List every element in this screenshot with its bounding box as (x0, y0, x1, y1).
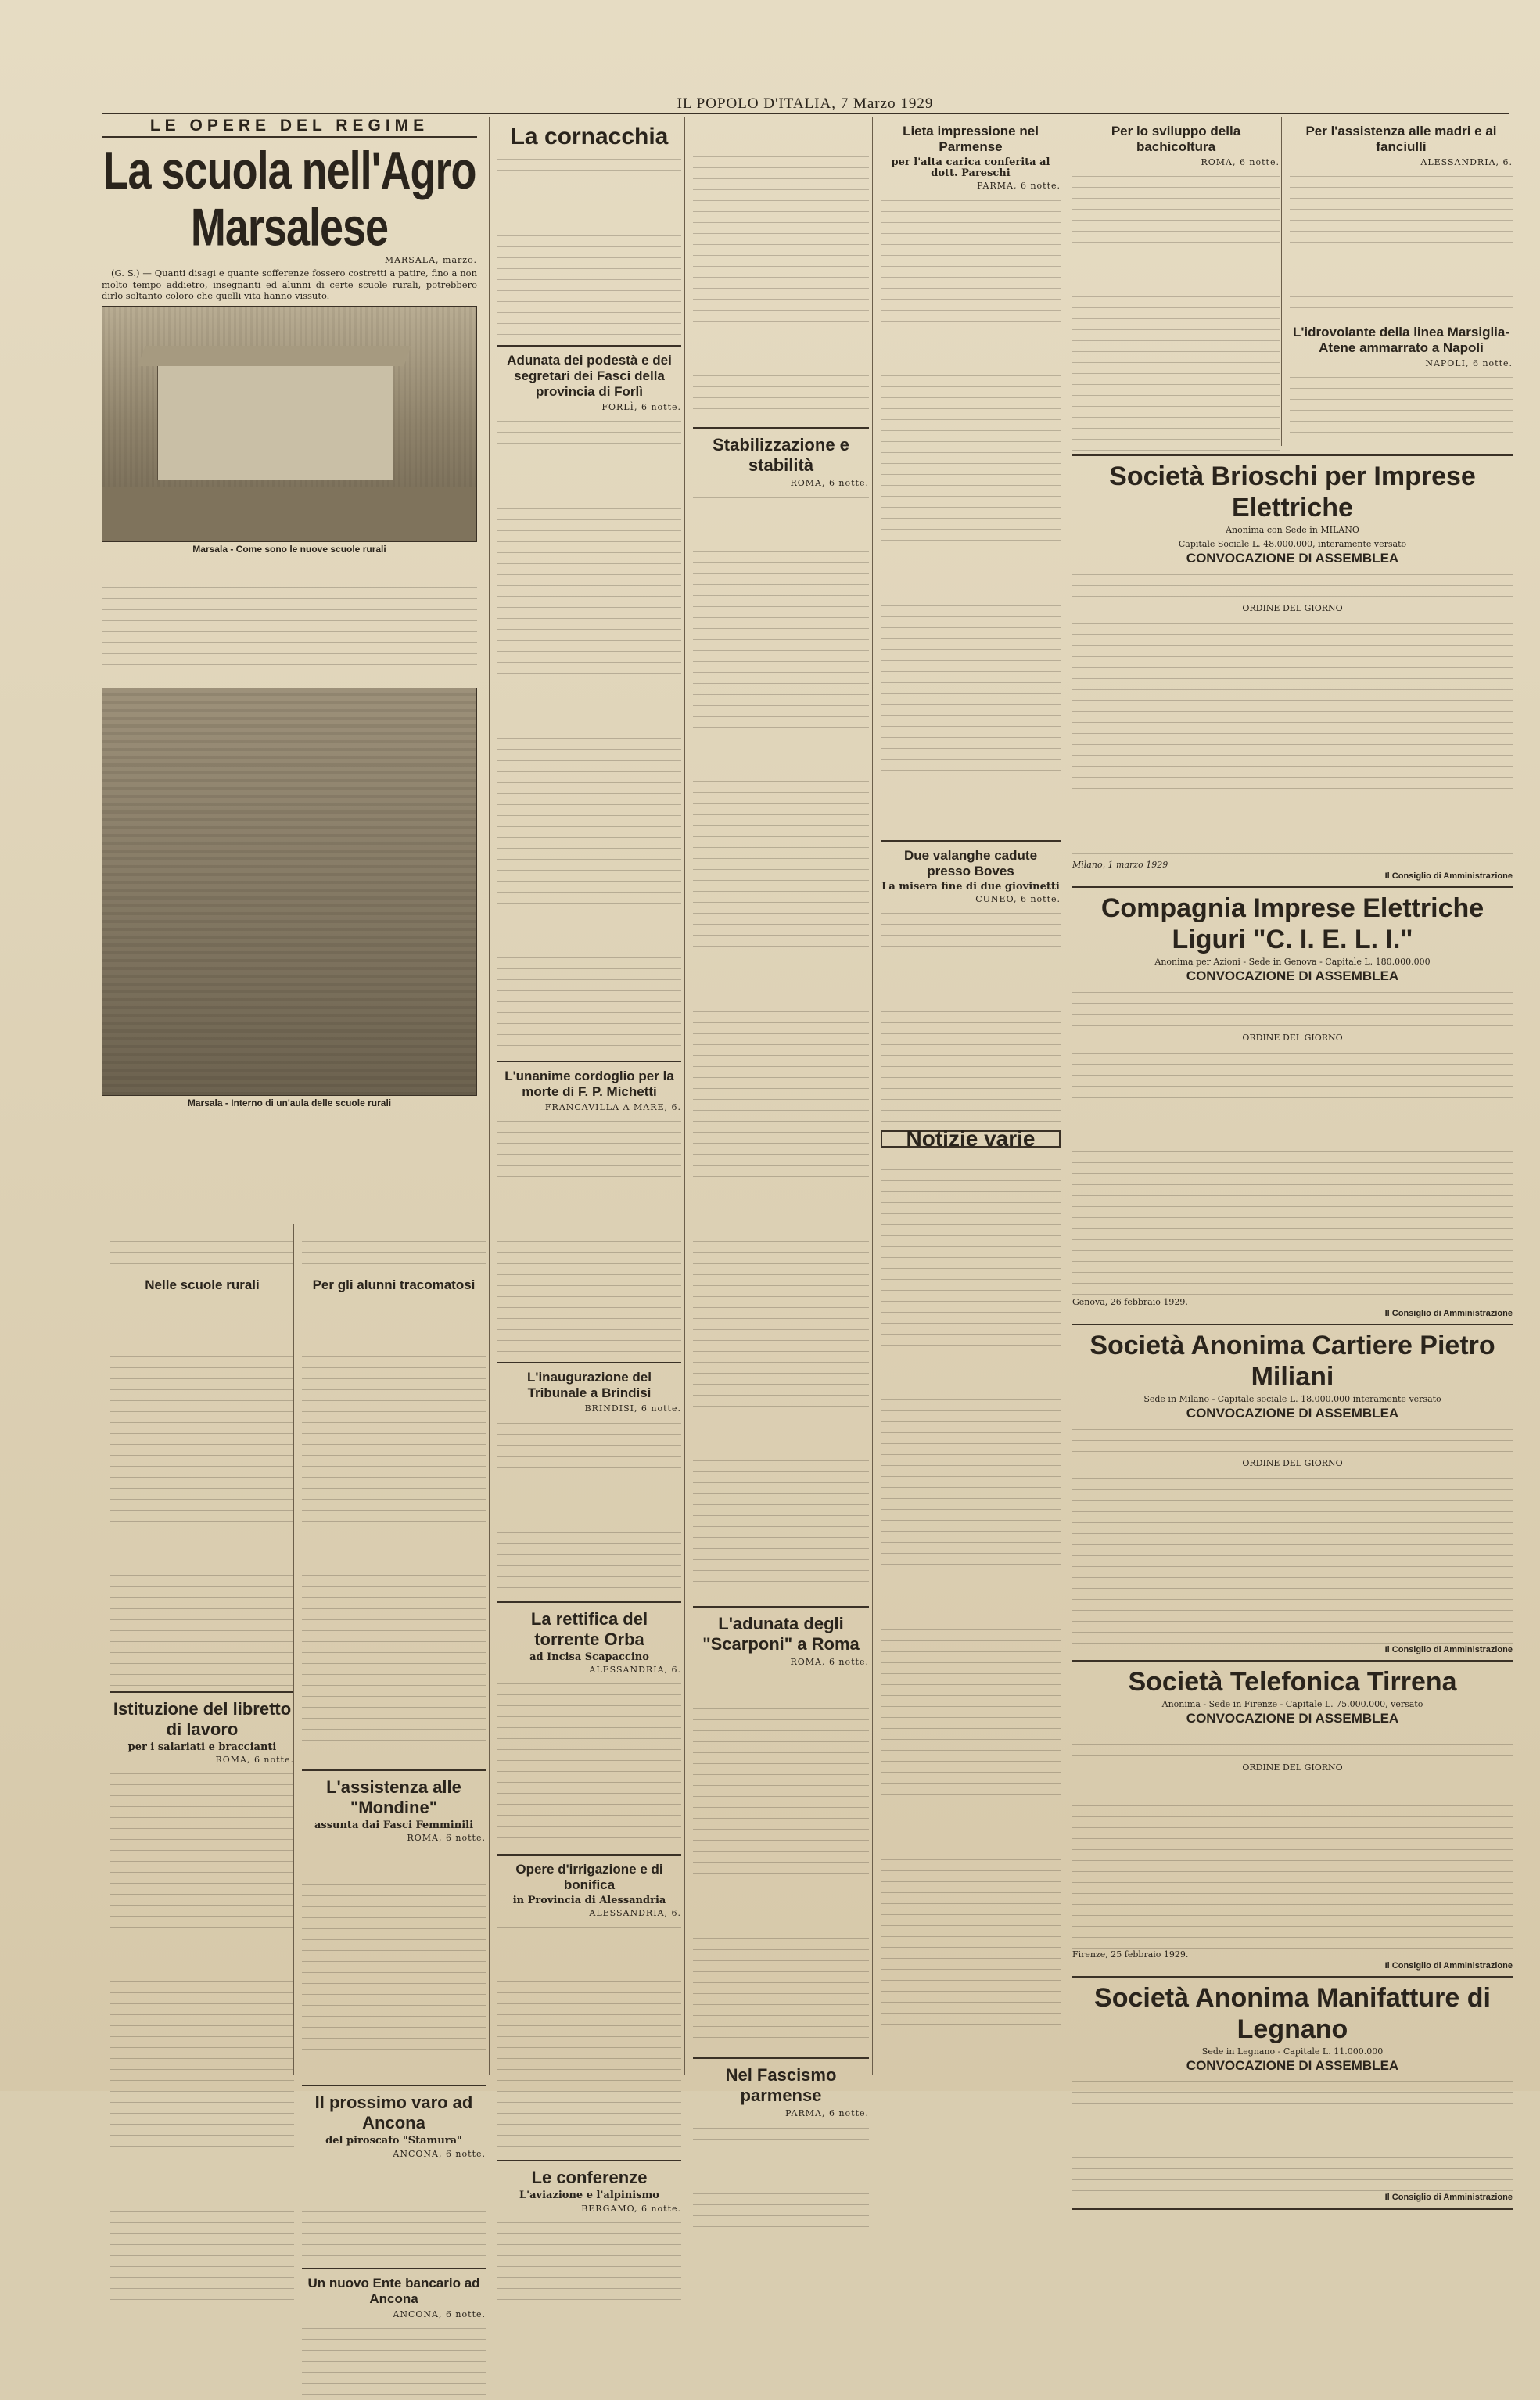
column-6b (1281, 117, 1513, 446)
ad-tirrena-name: Società Telefonica Tirrena (1128, 1667, 1457, 1698)
masthead (102, 92, 1509, 114)
article-text-block (102, 559, 477, 684)
ad-legnano-seat: Sede in Legnano - Capitale L. 11.000.000 (1201, 2046, 1384, 2057)
ad-brioschi-sign: Il Consiglio di Amministrazione (1384, 871, 1513, 882)
ad-cieli-place-date: Genova, 26 febbraio 1929. (1072, 1296, 1188, 1307)
headline-cornacchia: La cornacchia (510, 124, 669, 149)
ad-legnano-name: Società Anonima Manifatture di Legnano (1094, 1983, 1491, 2045)
subhead-stamura: del piroscafo "Stamura" (325, 2135, 462, 2147)
ad-milani (1072, 1330, 1513, 1662)
headline-brindisi: L'inaugurazione del Tribunale a Brindisi (527, 1370, 652, 1401)
column-5 (872, 117, 1061, 2075)
headline-scarponi: L'adunata degli "Scarponi" a Roma (702, 1614, 860, 1654)
headline-parmense: Nel Fascismo parmense (725, 2065, 837, 2106)
ad-legnano-convocation: CONVOCAZIONE DI ASSEMBLEA (1186, 2058, 1399, 2074)
dateline-bachicoltura: ROMA, 6 notte. (1201, 157, 1280, 167)
headline-assistenza: Per l'assistenza alle madri e ai fanciulli (1305, 124, 1497, 154)
subhead-nuove-scuole: Nelle scuole rurali (145, 1277, 260, 1292)
ad-tirrena-place-date: Firenze, 25 febbraio 1929. (1072, 1949, 1189, 1960)
headline-orba: La rettifica del torrente Orba (530, 1608, 648, 1649)
ad-cieli-sign: Il Consiglio di Amministrazione (1384, 1309, 1513, 1319)
ad-tirrena (1072, 1666, 1513, 1978)
ad-tirrena-convocation: CONVOCAZIONE DI ASSEMBLEA (1186, 1711, 1399, 1726)
subhead-libretto: per i salariati e braccianti (127, 1741, 277, 1753)
dateline-idrovolante: NAPOLI, 6 notte. (1425, 358, 1513, 369)
dateline-brindisi: BRINDISI, 6 notte. (584, 1403, 681, 1414)
ad-cieli-order: ORDINE DEL GIORNO (1242, 1032, 1343, 1043)
dateline-conferenze: BERGAMO, 6 notte. (581, 2203, 681, 2214)
intro-paragraph: (G. S.) — Quanti disagi e quante sofferenze fossero costretti a patire, fino a non molto tempo addietro, insegnanti ed alunni di certe scuole rurali, potrebbero dirlo soltanto coloro che quelli vita hanno vissuto. (102, 268, 477, 301)
headline-alunni: Per gli alunni tracomatosi (312, 1277, 476, 1292)
dateline-adunata: FORLÌ, 6 notte. (601, 402, 681, 412)
dateline-michetti: FRANCAVILLA A MARE, 6. (544, 1102, 681, 1113)
main-headline: La scuola nell'Agro Marsalese (102, 141, 476, 257)
dateline-irrigazione: ALESSANDRIA, 6. (589, 1908, 681, 1919)
masthead-title: IL POPOLO D'ITALIA, 7 Marzo 1929 (677, 95, 934, 112)
headline-idrovolante: L'idrovolante della linea Marsiglia-Atene ammarrato a Napoli (1292, 325, 1510, 356)
ad-cieli-name: Compagnia Imprese Elettriche Liguri "C. I. E. L. I." (1100, 893, 1484, 955)
headline-notizie-varie: Notizie varie (881, 1130, 1061, 1148)
subhead-valanghe: La misera fine di due giovinetti (881, 880, 1060, 893)
headline-michetti: L'unanime cordoglio per la morte di F. P. Michetti (504, 1069, 674, 1100)
headline-libretto: Istituzione del libretto di lavoro (113, 1699, 292, 1739)
photo-caption-1: Marsala - Come sono le nuove scuole rurali (192, 544, 386, 555)
headline-irrigazione: Opere d'irrigazione e di bonifica (515, 1862, 663, 1893)
photo-school-exterior (102, 306, 477, 542)
ad-milani-sign: Il Consiglio di Amministrazione (1384, 1644, 1513, 1654)
headline-bachicoltura: Per lo sviluppo della bachicoltura (1111, 124, 1241, 154)
headline-valanghe: Due valanghe cadute presso Boves (903, 847, 1038, 878)
ad-milani-convocation: CONVOCAZIONE DI ASSEMBLEA (1186, 1406, 1399, 1421)
dateline-valanghe: CUNEO, 6 notte. (975, 893, 1061, 904)
dateline-ente: ANCONA, 6 notte. (393, 2308, 486, 2319)
ad-tirrena-order: ORDINE DEL GIORNO (1242, 1762, 1343, 1773)
ad-legnano-sign: Il Consiglio di Amministrazione (1384, 2193, 1513, 2203)
column-6a (1064, 117, 1280, 446)
column-3 (489, 117, 681, 2214)
subhead-irrigazione: in Provincia di Alessandria (512, 1895, 666, 1907)
dateline-assistenza: ALESSANDRIA, 6. (1420, 157, 1513, 167)
dateline-stabilizzazione: ROMA, 6 notte. (790, 478, 869, 488)
dateline-libretto: ROMA, 6 notte. (215, 1755, 294, 1766)
ad-brioschi-seat: Anonima con Sede in MILANO (1226, 525, 1359, 535)
headline-mondine: L'assistenza alle "Mondine" (326, 1777, 461, 1817)
headline-conferenze: Le conferenze (531, 2168, 648, 2188)
dateline: MARSALA, marzo. (384, 255, 477, 266)
column-4 (684, 117, 869, 2119)
ad-milani-seat: Sede in Milano - Capitale sociale L. 18.000.000 interamente versato (1143, 1394, 1441, 1405)
headline-adunata: Adunata dei podestà e dei segretari dei Fasci della provincia di Forlì (507, 353, 672, 399)
ad-milani-order: ORDINE DEL GIORNO (1242, 1457, 1343, 1468)
dateline-stamura: ANCONA, 6 notte. (393, 2148, 486, 2159)
section-kicker: LE OPERE DEL REGIME (149, 117, 429, 135)
headline-ente-bancario: Un nuovo Ente bancario ad Ancona (307, 2275, 480, 2306)
ad-brioschi-convocation: CONVOCAZIONE DI ASSEMBLEA (1186, 551, 1399, 566)
column-1-lower (102, 1224, 294, 2075)
column-2-lower (293, 1224, 486, 2319)
ad-brioschi-order: ORDINE DEL GIORNO (1242, 602, 1343, 613)
ad-cieli-convocation: CONVOCAZIONE DI ASSEMBLEA (1186, 968, 1399, 984)
dateline-scarponi: ROMA, 6 notte. (790, 1657, 869, 1668)
dateline-mondine: ROMA, 6 notte. (407, 1833, 486, 1844)
ad-tirrena-sign: Il Consiglio di Amministrazione (1384, 1960, 1513, 1971)
ads-column (1064, 450, 1513, 2203)
headline-lieta: Lieta impressione nel Parmense (903, 124, 1039, 154)
ad-cieli (1072, 893, 1513, 1325)
subhead-orba: ad Incisa Scapaccino (529, 1651, 649, 1663)
subhead-conferenze: L'aviazione e l'alpinismo (519, 2190, 659, 2202)
ad-brioschi-capital: Capitale Sociale L. 48.000.000, interamente versato (1178, 539, 1407, 550)
photo-caption-2: Marsala - Interno di un'aula delle scuole rurali (187, 1098, 392, 1109)
headline-stabilizzazione: Stabilizzazione e stabilità (713, 435, 849, 475)
ad-cieli-seat: Anonima per Azioni - Sede in Genova - Capitale L. 180.000.000 (1154, 957, 1431, 968)
ad-brioschi-place-date: Milano, 1 marzo 1929 (1072, 859, 1168, 870)
dateline-orba: ALESSANDRIA, 6. (589, 1664, 681, 1675)
ad-milani-name: Società Anonima Cartiere Pietro Miliani (1089, 1331, 1495, 1392)
dateline-lieta: PARMA, 6 notte. (977, 181, 1061, 192)
ad-brioschi-name: Società Brioschi per Imprese Elettriche (1109, 462, 1476, 523)
ad-brioschi (1072, 461, 1513, 888)
dateline-parmense: PARMA, 6 notte. (785, 2108, 869, 2119)
headline-stamura: Il prossimo varo ad Ancona (314, 2093, 473, 2133)
subhead-lieta: per l'alta carica conferita al dott. Pareschi (891, 156, 1050, 180)
ad-tirrena-seat: Anonima - Sede in Firenze - Capitale L. 75.000.000, versato (1161, 1699, 1423, 1710)
ad-legnano (1072, 1982, 1513, 2210)
article-intro (102, 268, 477, 301)
subhead-mondine: assunta dai Fasci Femminili (314, 1820, 474, 1831)
photo-classroom-interior (102, 688, 477, 1096)
